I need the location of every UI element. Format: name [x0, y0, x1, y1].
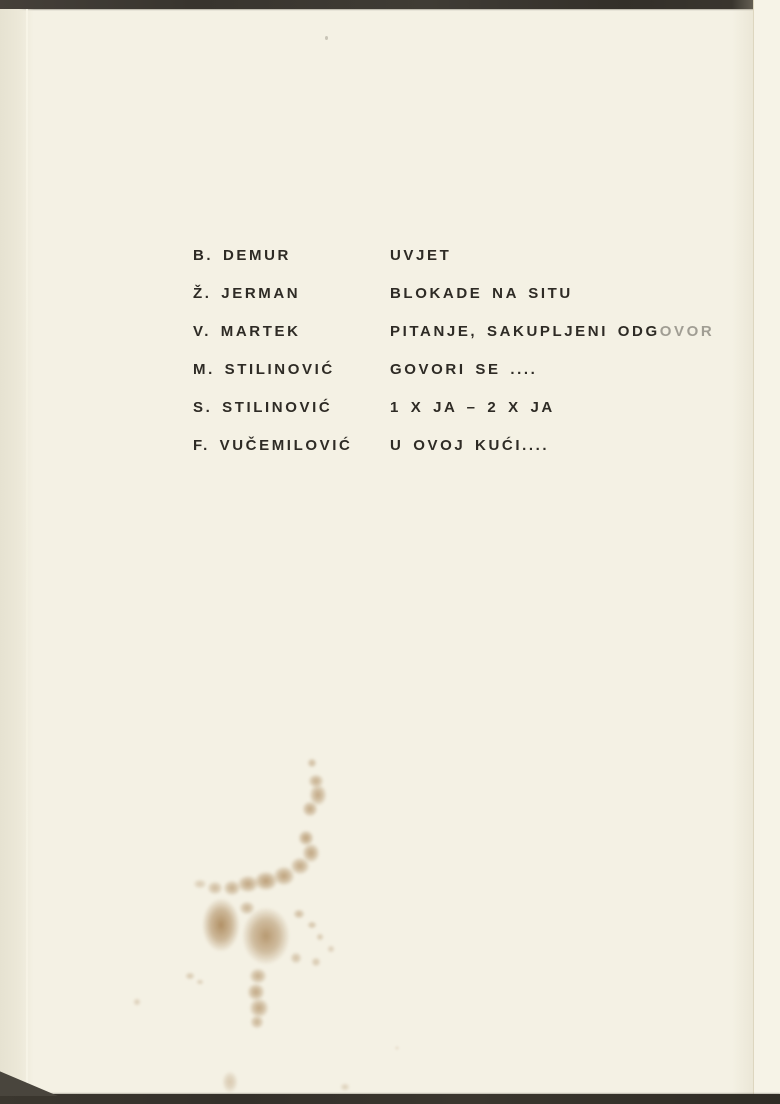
stain-blob — [327, 945, 335, 953]
artist-name: V. MARTEK — [193, 323, 301, 340]
stain-blob — [290, 857, 310, 875]
scan-edge-bottom — [0, 1094, 780, 1104]
credits-list — [193, 248, 714, 476]
work-title — [390, 400, 714, 415]
credit-row — [193, 248, 714, 263]
credit-row — [193, 400, 714, 415]
right-page-edge-shadow — [732, 0, 754, 1094]
credit-row — [193, 362, 714, 377]
paper-speck — [325, 36, 328, 40]
page-gutter-left — [0, 9, 34, 1094]
work-title-main: GOVORI SE .... — [390, 361, 538, 378]
stain-blob — [223, 880, 241, 896]
stain-blob — [193, 879, 207, 889]
artist-name: S. STILINOVIĆ — [193, 399, 333, 416]
work-title — [390, 438, 714, 453]
stain-blob — [273, 866, 295, 886]
stain-blob — [316, 933, 324, 941]
stain-blob — [202, 898, 240, 952]
stain-blob — [207, 881, 223, 895]
stain-blob — [302, 843, 320, 863]
credit-row — [193, 286, 714, 301]
stain-blob — [249, 968, 267, 984]
artist-name: B. DEMUR — [193, 247, 291, 264]
stain-blob — [307, 758, 317, 768]
work-title-main: PITANJE, SAKUPLJENI ODG — [390, 323, 660, 340]
stain-blob — [196, 979, 204, 985]
stain-blob — [249, 998, 269, 1018]
credit-row — [193, 324, 714, 339]
stain-blob — [298, 830, 314, 846]
stain-blob — [309, 784, 327, 806]
artist-name: M. STILINOVIĆ — [193, 361, 335, 378]
stain-blob — [222, 1071, 238, 1093]
work-title — [390, 324, 714, 339]
stain-blob — [311, 957, 321, 967]
stain-blob — [307, 921, 317, 929]
stain-blob — [340, 1083, 350, 1091]
stain-blob — [242, 907, 290, 965]
stain-blob — [308, 774, 324, 788]
stain-blob — [302, 801, 318, 817]
underlying-page-edge — [753, 0, 780, 1094]
stain-blob — [185, 972, 195, 980]
stain-blob — [254, 871, 278, 891]
artist-name: Ž. JERMAN — [193, 285, 301, 302]
stain-blob — [290, 952, 302, 964]
work-title-faded: OVOR — [659, 323, 715, 340]
work-title-main: BLOKADE NA SITU — [390, 285, 573, 302]
stain-blob — [395, 1046, 399, 1050]
work-title-main: UVJET — [390, 247, 452, 264]
scan-edge-top — [0, 0, 780, 9]
spine-crease — [26, 9, 28, 1094]
stain-blob — [293, 909, 305, 919]
stain-blob — [247, 983, 265, 1001]
work-title-main: 1 X JA – 2 X JA — [390, 399, 555, 416]
stain-blob — [237, 875, 259, 893]
stain-blob — [250, 1015, 264, 1029]
work-title — [390, 286, 714, 301]
stain-blob — [239, 901, 255, 915]
credit-row — [193, 438, 714, 453]
stain-blob — [133, 998, 141, 1006]
work-title — [390, 362, 714, 377]
work-title — [390, 248, 714, 263]
work-title-main: U OVOJ KUĆI.... — [390, 437, 550, 454]
artist-name: F. VUČEMILOVIĆ — [193, 437, 353, 454]
